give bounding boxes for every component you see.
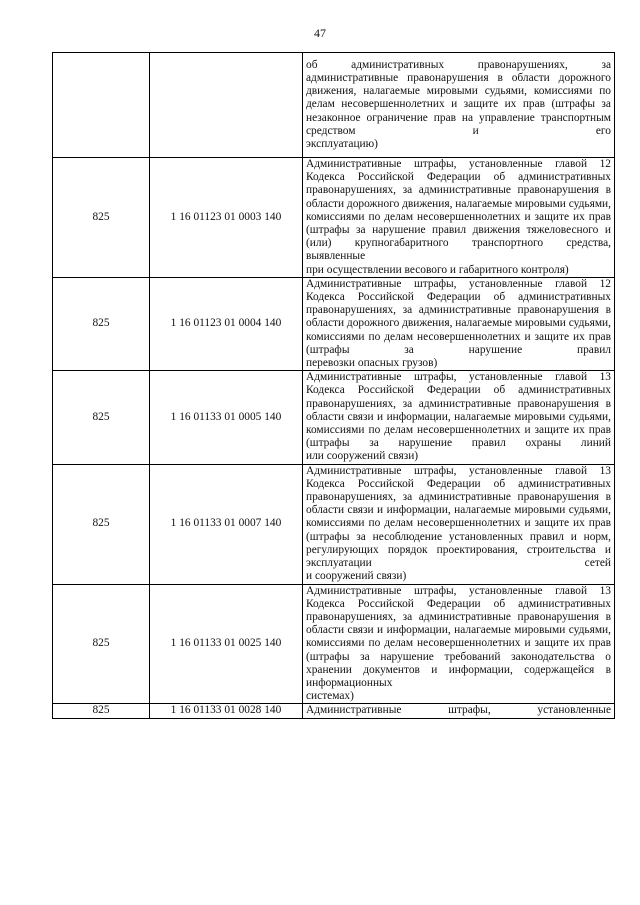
description-text: Административные штрафы, установленные главой 12 Кодекса Российской Федерации об административных правонарушениях, за административные правонарушения в области дорожного движения, налагаемые мировыми судьями, комиссиями по делам несовершеннолетних и защите их прав (штрафы за нарушение правил bbox=[306, 277, 611, 356]
description-cell bbox=[303, 584, 615, 704]
description-text: Административные штрафы, установленные главой 12 Кодекса Российской Федерации об административных правонарушениях, за административные правонарушения в области дорожного движения, налагаемые мировыми судьями, комиссиями по делам несовершеннолетних и защите их прав (штрафы за нарушение правил движения тяжеловесного и (или) крупногабаритного транспортного средства, выявленные bbox=[306, 158, 611, 263]
description-text-last: или сооружений связи) bbox=[306, 450, 419, 463]
kbk-code-cell: 1 16 01133 01 0028 140 bbox=[150, 704, 303, 718]
kbk-code-cell: 1 16 01133 01 0007 140 bbox=[150, 464, 303, 584]
table-row bbox=[53, 704, 615, 718]
description-text: Административные штрафы, установленные главой 13 Кодекса Российской Федерации об административных правонарушениях, за административные правонарушения в области связи и информации, налагаемые мировыми судьями, комиссиями по делам несовершеннолетних и защите их прав (штрафы за нарушение требований законодательства о хранении документов и информации, содержащейся в информационных bbox=[306, 584, 611, 689]
table-row bbox=[53, 277, 615, 370]
budget-code-table bbox=[52, 52, 615, 719]
description-text: об административных правонарушениях, за административные правонарушения в области дорожного движения, налагаемые мировыми судьями, комиссиями по делам несовершеннолетних и защите их прав (штрафы за незаконное ограничение прав на управление транспортным средством и его bbox=[306, 58, 611, 137]
admin-code-cell: 825 bbox=[53, 584, 150, 704]
description-cell bbox=[303, 158, 615, 278]
description-text: Административные штрафы, установленные bbox=[306, 704, 611, 717]
kbk-code-cell bbox=[150, 53, 303, 158]
admin-code-cell: 825 bbox=[53, 704, 150, 718]
kbk-code-cell: 1 16 01123 01 0004 140 bbox=[150, 277, 303, 370]
description-cell bbox=[303, 464, 615, 584]
admin-code-cell: 825 bbox=[53, 158, 150, 278]
description-cell bbox=[303, 371, 615, 464]
description-text: Административные штрафы, установленные главой 13 Кодекса Российской Федерации об административных правонарушениях, за административные правонарушения в области связи и информации, налагаемые мировыми судьями, комиссиями по делам несовершеннолетних и защите их прав (штрафы за несоблюдение установленных правил и норм, регулирующих порядок проектирования, строительства и эксплуатации сетей bbox=[306, 464, 611, 570]
description-cell bbox=[303, 277, 615, 370]
admin-code-cell: 825 bbox=[53, 371, 150, 464]
description-text-last: перевозки опасных грузов) bbox=[306, 357, 438, 370]
admin-code-cell: 825 bbox=[53, 464, 150, 584]
kbk-code-cell: 1 16 01133 01 0005 140 bbox=[150, 371, 303, 464]
table-row bbox=[53, 464, 615, 584]
kbk-code-cell: 1 16 01133 01 0025 140 bbox=[150, 584, 303, 704]
description-text-last: системах) bbox=[306, 690, 354, 703]
table-row bbox=[53, 158, 615, 278]
description-text-last: эксплуатацию) bbox=[306, 138, 378, 150]
table-row bbox=[53, 584, 615, 704]
admin-code-cell: 825 bbox=[53, 277, 150, 370]
description-cell bbox=[303, 704, 615, 718]
table-row bbox=[53, 371, 615, 464]
description-text-last: при осуществлении весового и габаритного контроля) bbox=[306, 263, 569, 276]
kbk-code-cell: 1 16 01123 01 0003 140 bbox=[150, 158, 303, 278]
table-row bbox=[53, 53, 615, 158]
admin-code-cell bbox=[53, 53, 150, 158]
description-cell bbox=[303, 53, 615, 158]
description-text-last: и сооружений связи) bbox=[306, 570, 407, 583]
description-text: Административные штрафы, установленные главой 13 Кодекса Российской Федерации об административных правонарушениях, за административные правонарушения в области связи и информации, налагаемые мировыми судьями, комиссиями по делам несовершеннолетних и защите их прав (штрафы за нарушение правил охраны линий bbox=[306, 371, 611, 450]
page-number: 47 bbox=[314, 26, 326, 40]
